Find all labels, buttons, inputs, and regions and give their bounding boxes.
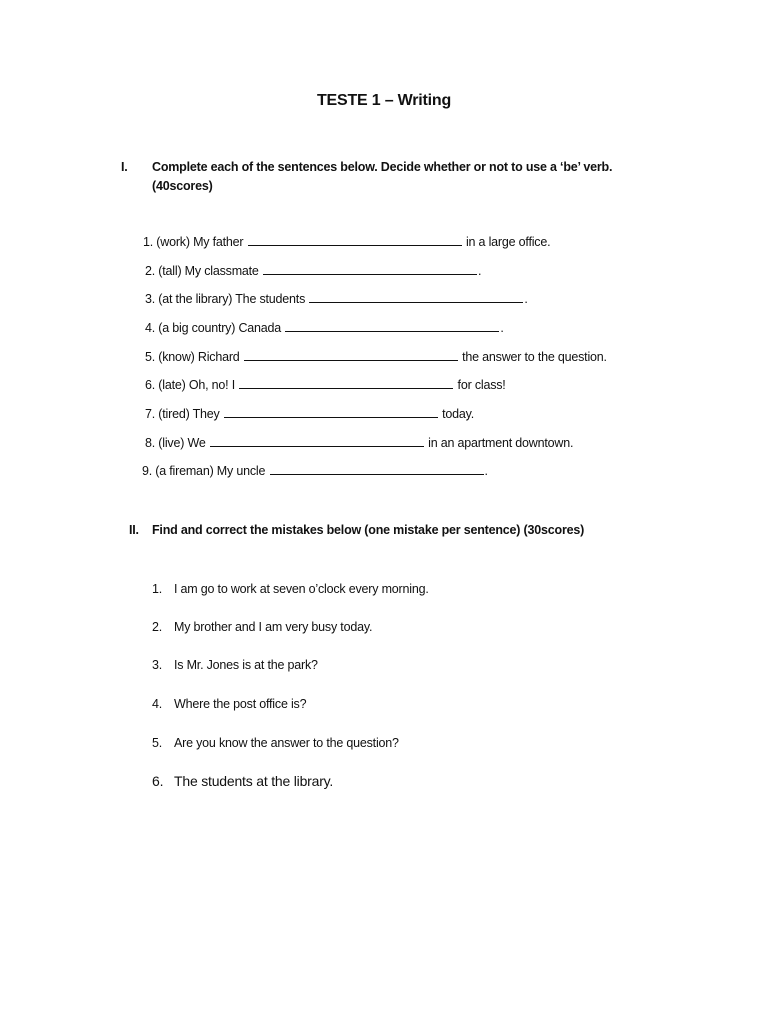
section-1-instruction-line1: Complete each of the sentences below. Decide whether or not to use a ‘be’ verb. [152,160,613,174]
item-sentence: The students at the library. [174,773,334,789]
item-number: 3. [152,658,163,672]
fill-item-prompt: 3. (at the library) The students [145,292,309,306]
item-sentence: Are you know the answer to the question? [174,736,399,750]
fill-item-ending: . [477,264,482,278]
fill-item-ending: for class! [454,378,506,392]
fill-item-ending: in a large office. [462,235,551,249]
fill-item-prompt: 7. (tired) They [145,407,223,421]
item-number: 4. [152,697,163,711]
fill-item-6 [145,377,506,393]
item-number: 2. [152,620,163,634]
fill-item-ending: the answer to the question. [458,350,607,364]
page-title: TESTE 1 – Writing [316,92,452,109]
item-sentence: I am go to work at seven o’clock every morning. [174,582,429,596]
section-1-numeral: I. [121,160,128,174]
fill-item-prompt: 2. (tall) My classmate [145,264,262,278]
fill-item-prompt: 6. (late) Oh, no! I [145,378,239,392]
item-number: 5. [152,736,163,750]
fill-item-ending: today. [438,407,475,421]
fill-item-2 [145,263,481,279]
answer-blank[interactable] [239,377,453,389]
item-sentence: Where the post office is? [174,697,307,711]
fill-item-ending: . [524,292,528,306]
fill-item-1 [143,234,550,250]
item-number: 6. [152,773,164,789]
fill-item-prompt: 8. (live) We [145,436,209,450]
fill-item-ending: in an apartment downtown. [424,436,574,450]
answer-blank[interactable] [210,435,424,447]
section-2-numeral: II. [129,523,139,537]
fill-item-4 [145,320,504,336]
section-1-instruction [152,158,612,196]
section-1-heading [121,158,681,198]
fill-item-prompt: 9. (a fireman) My uncle [142,464,269,478]
answer-blank[interactable] [248,234,462,246]
fill-item-ending: . [500,321,504,335]
fill-item-prompt: 1. (work) My father [143,235,247,249]
fill-item-prompt: 4. (a big country) Canada [145,321,285,335]
section-2-instruction: Find and correct the mistakes below (one mistake per sentence) (30scores) [152,523,585,537]
answer-blank[interactable] [270,463,484,475]
answer-blank[interactable] [244,349,458,361]
section-2-heading [129,521,689,541]
item-sentence: My brother and I am very busy today. [174,620,373,634]
fill-item-5 [145,349,607,365]
fill-item-ending: . [484,464,488,478]
answer-blank[interactable] [309,291,523,303]
fill-item-3 [145,291,528,307]
fill-item-8 [145,435,573,451]
item-number: 1. [152,582,163,596]
answer-blank[interactable] [224,406,438,418]
answer-blank[interactable] [285,320,499,332]
item-sentence: Is Mr. Jones is at the park? [174,658,318,672]
fill-item-9 [142,463,488,479]
section-1-instruction-line2: (40scores) [152,179,213,193]
fill-item-prompt: 5. (know) Richard [145,350,243,364]
answer-blank[interactable] [263,263,477,275]
fill-item-7 [145,406,474,422]
